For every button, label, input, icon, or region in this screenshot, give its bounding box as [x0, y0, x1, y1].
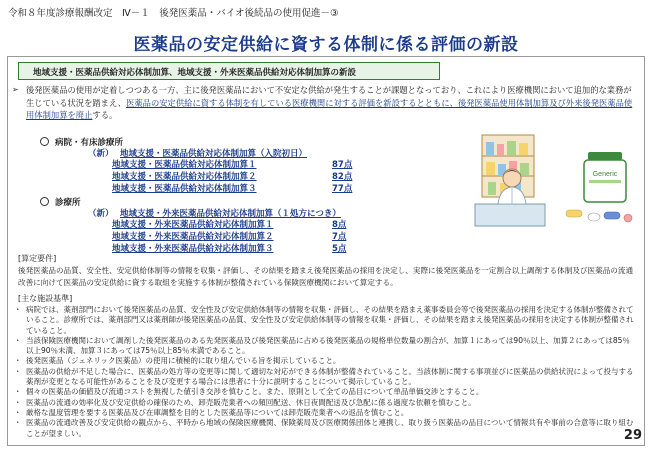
bullet-icon: ・ — [14, 356, 22, 366]
clinic-addition-row — [112, 230, 362, 242]
list-item — [12, 336, 637, 357]
hospital-addition-points: 77点 — [332, 184, 353, 194]
bullet-icon: ・ — [14, 387, 22, 397]
hospital-addition-row — [112, 182, 362, 194]
bottle-label: Generic — [592, 171, 618, 178]
standard-text: 厳格な温度管理を要する医薬品及び在庫調整を目的とした医薬品等については卸売販売業者への返品を慎むこと。 — [26, 407, 409, 417]
pharmacist-illustration — [470, 130, 640, 240]
hospital-addition-name: 地域支援・医薬品供給対応体制加算２ — [112, 172, 257, 182]
new-tag: （新） — [88, 209, 114, 219]
category-clinic-label: 診療所 — [55, 198, 81, 208]
hospital-addition-row — [112, 170, 362, 182]
hospital-addition-points: 87点 — [332, 160, 353, 170]
clinic-addition-name: 地域支援・外来医薬品供給対応体制加算２ — [112, 232, 274, 242]
list-item — [12, 387, 637, 397]
clinic-addition-points: 5点 — [332, 244, 347, 254]
bullet-icon: ・ — [14, 335, 22, 345]
bullet-icon: ・ — [14, 407, 22, 417]
clinic-addition-name: 地域支援・外来医薬品供給対応体制加算３ — [112, 244, 274, 254]
page-number: 29 — [623, 428, 642, 443]
category-hospital-label: 病院・有床診療所 — [55, 138, 124, 148]
circle-bullet-icon — [40, 197, 49, 206]
section-heading: 地域支援・医薬品供給対応体制加算、地域支援・外来医薬品供給対応体制加算の新設 — [18, 62, 440, 80]
list-item — [12, 305, 637, 336]
category-clinic — [40, 196, 81, 208]
list-item — [12, 356, 637, 366]
list-item — [12, 418, 637, 439]
standard-text: 個々の医薬品の価値及び流通コストを無視した値引き交渉を慎むこと。また、原則として全ての品目について単品単価交渉とすること。 — [26, 387, 484, 397]
pills-icon — [566, 210, 632, 222]
generic-bottle-icon — [584, 152, 626, 202]
intro-highlight: 医薬品の安定供給に資する体制を有している医療機関に対する評価を新設するとともに、後発医薬品使用体制加算及び外来後発医薬品使用体制加算を廃止 — [26, 97, 633, 120]
standard-text: 医薬品の供給が不足した場合に、医薬品の処方等の変更等に関して適切な対応ができる体制が整備されていること。当該体制に関する事項並びに医薬品の供給状況によって投与する薬剤が変更となる可能性があることを及び変更する場合には患者に十分に説明することについて掲示していること。 — [26, 366, 634, 387]
hospital-main-name: 地域支援・医薬品供給対応体制加算（入院初日） — [120, 149, 308, 159]
arrow-bullet-icon: ➢ — [12, 85, 19, 94]
bullet-icon: ・ — [14, 397, 22, 407]
new-tag: （新） — [88, 149, 114, 159]
standard-text: 医薬品の流通改善及び安定供給の観点から、平時から地域の保険医療機関、保険薬局及び医療関係団体と連携し、取り扱う医薬品の品目について情報共有や事前の合意等に取り組むことが望ましい。 — [26, 418, 634, 438]
circle-bullet-icon — [40, 137, 49, 146]
standard-text: 病院では、薬剤部門において後発医薬品の品質、安全性及び安定供給体制等の情報を収集・評価し、その結果を踏まえ薬事委員会等で後発医薬品の採用を決定する体制が整備されていること。診療所では、薬剤部門又は薬剤師が後発医薬品の品質、安全性及び安定供給体制等の情報を収集・評価し、その結果を踏まえ後発医薬品の採用を決定する体制が整備されていること。 — [26, 305, 634, 335]
bullet-icon: ・ — [14, 418, 22, 428]
clinic-addition-points: 8点 — [332, 220, 347, 230]
standard-text: 当該保険医療機関において調剤した後発医薬品のある先発医薬品及び後発医薬品に占める後発医薬品の規格単位数量の割合が、加算１にあっては90％以上、加算２にあっては85％以上90％未満、加算３にあっては75％以上85％未満であること。 — [26, 335, 630, 356]
clinic-addition-points: 7点 — [332, 232, 347, 242]
clinic-addition-row — [112, 242, 362, 254]
page-title: 医薬品の安定供給に資する体制に係る評価の新設 — [133, 35, 519, 55]
bullet-icon: ・ — [14, 305, 22, 314]
intro-paragraph — [12, 84, 637, 122]
standard-text: 医薬品の流通の効率化及び安定供給の確保のため、卸売販売業者への頻回配送、休日夜間配送及び急配に係る過度な依頼を慎むこと。 — [26, 397, 476, 407]
clinic-addition-row — [112, 218, 362, 230]
standard-text: 後発医薬品（ジェネリック医薬品）の使用に積極的に取り組んでいる旨を掲示していること。 — [26, 356, 341, 366]
standards-list — [12, 305, 637, 439]
clinic-addition-name: 地域支援・外来医薬品供給対応体制加算１ — [112, 220, 274, 230]
list-item — [12, 398, 637, 408]
header-breadcrumb: 令和８年度診療報酬改定 Ⅳ－１ 後発医薬品・バイオ後続品の使用促進－③ — [8, 8, 339, 19]
standards-title: [主な施設基準] — [18, 294, 73, 303]
clinic-main-name: 地域支援・外来医薬品供給対応体制加算（１処方につき） — [120, 209, 341, 219]
list-item — [12, 367, 637, 388]
requirements-body: 後発医薬品の品質、安全性、安定供給体制等の情報を収集・評価し、その結果を踏まえ後発医薬品の採用を決定し、実際に後発医薬品を一定割合以上調剤する体制及び医薬品の流通改善に向けて医薬品の安定供給に資する取組を実施する体制が整備されている保険医療機関において算定する。 — [18, 266, 634, 287]
hospital-addition-name: 地域支援・医薬品供給対応体制加算１ — [112, 160, 257, 170]
bullet-icon: ・ — [14, 366, 22, 376]
list-item — [12, 408, 637, 418]
intro-text: 後発医薬品の使用が定着しつつある一方、主に後発医薬品において不安定な供給が発生することが課題となっており、これにより医療機関において追加的な業務が生じている状況を踏まえ、 — [26, 85, 632, 108]
requirements-title: [算定要件] — [18, 254, 57, 263]
hospital-addition-name: 地域支援・医薬品供給対応体制加算３ — [112, 184, 257, 194]
hospital-addition-row — [112, 158, 362, 170]
intro-text-end: する。 — [92, 110, 118, 120]
hospital-addition-points: 82点 — [332, 172, 353, 182]
